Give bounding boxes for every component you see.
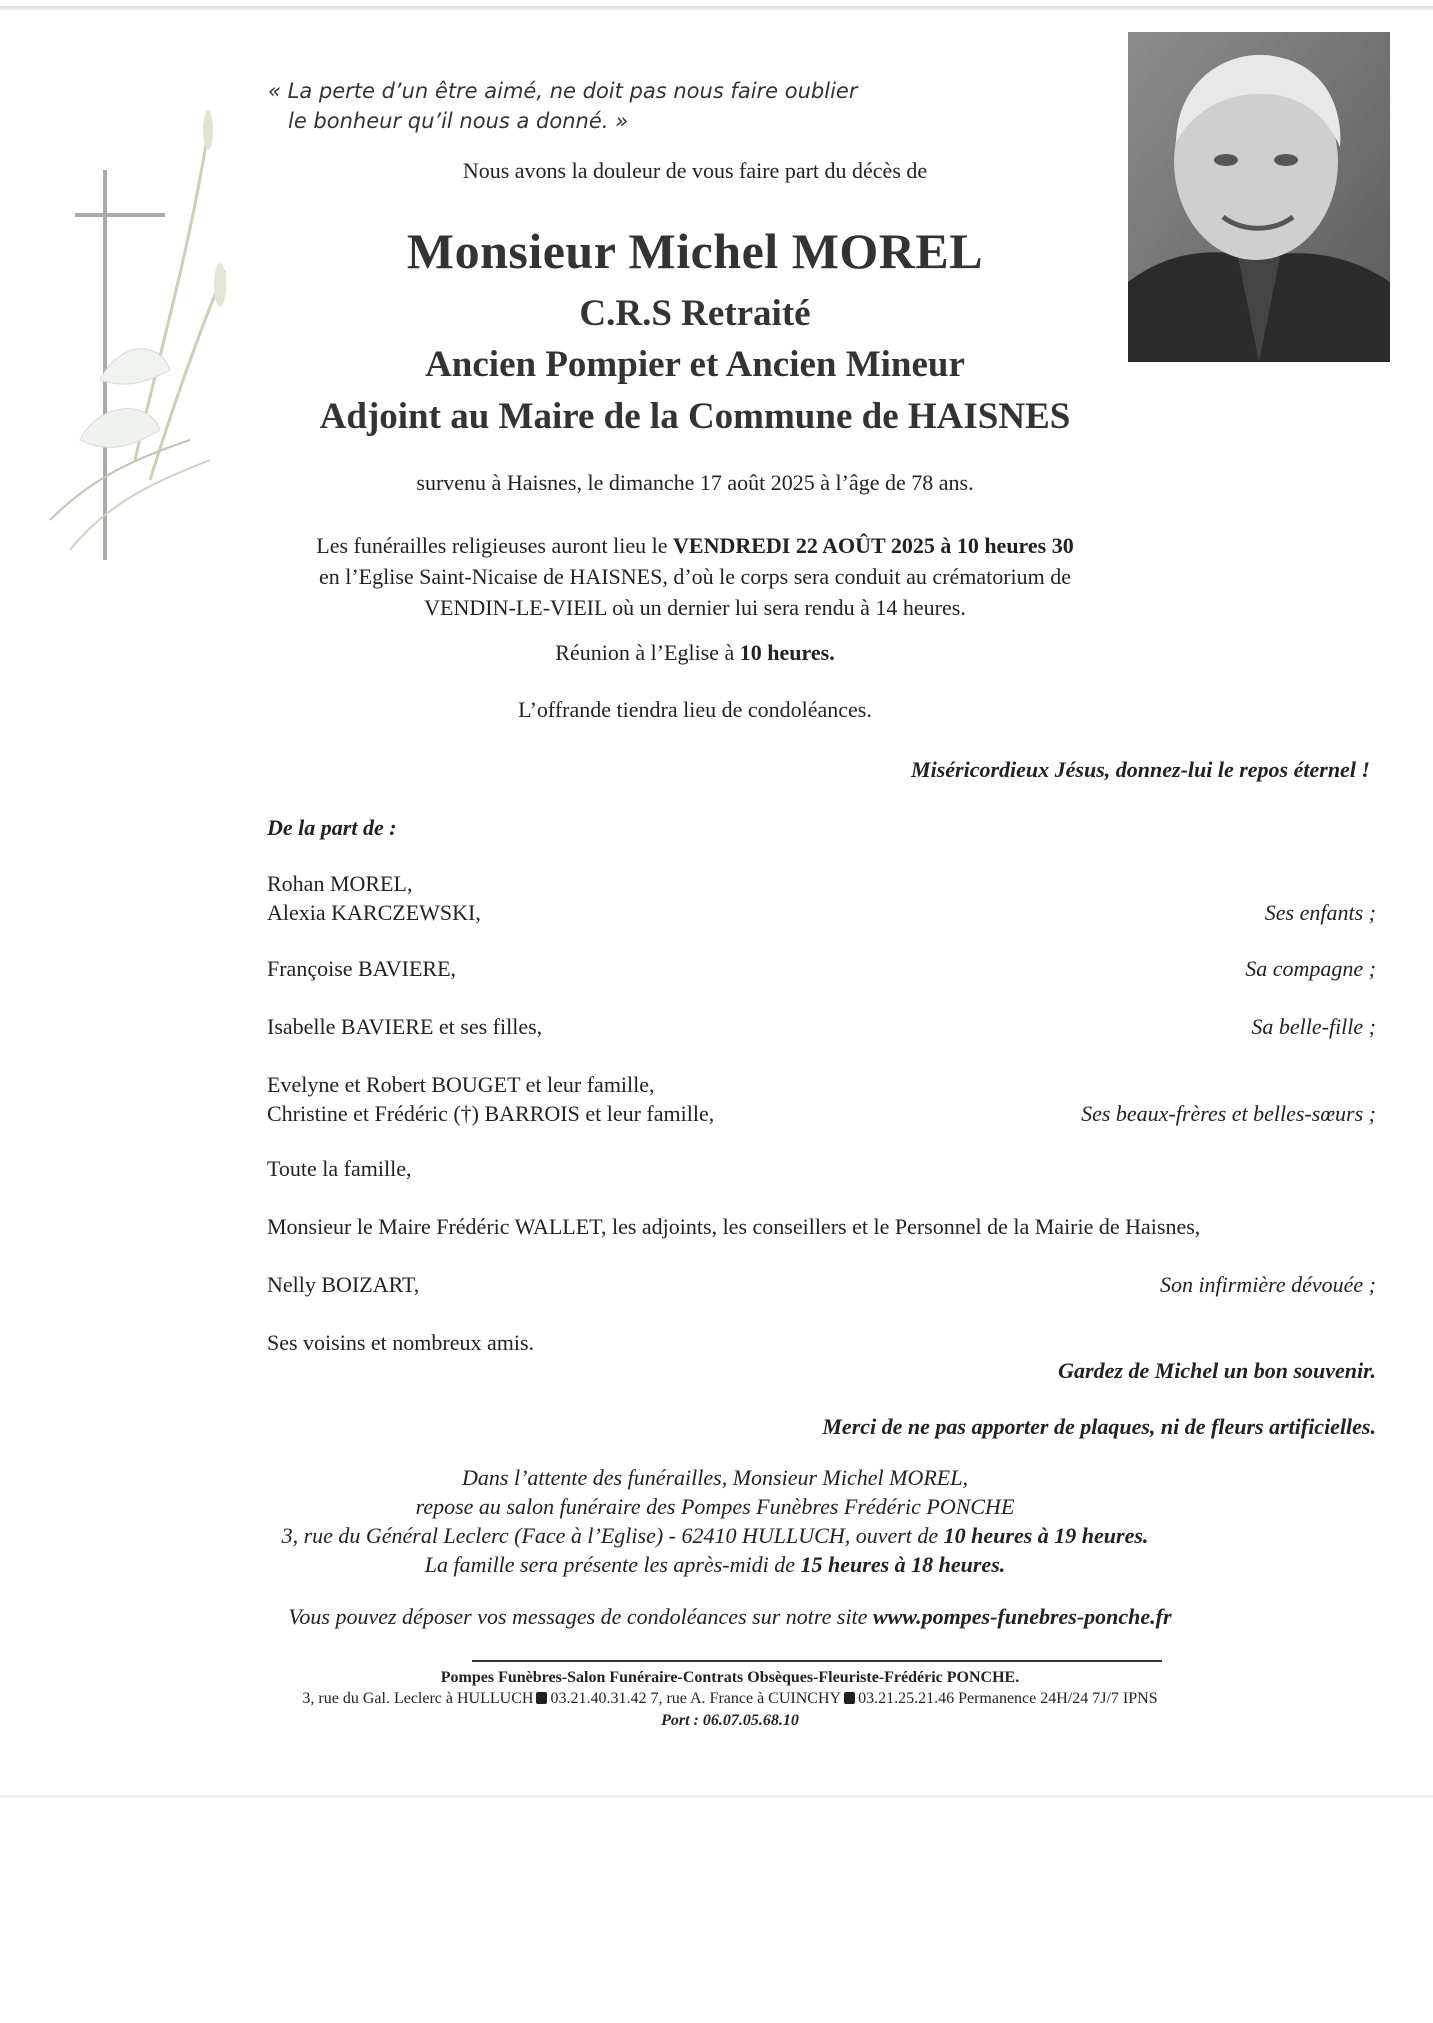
list-item: Toute la famille, [267,1156,412,1181]
salon-line-2: repose au salon funéraire des Pompes Funèbres Frédéric PONCHE [415,1494,1015,1519]
footer-permanence: 03.21.25.21.46 Permanence 24H/24 7J/7 IPNS [858,1690,1158,1707]
funeral-line-1-text: Les funérailles religieuses auront lieu le [316,533,674,558]
deceased-name: Monsieur Michel MOREL [406,223,984,279]
phone-icon [844,1692,855,1704]
death-details: survenu à Haisnes, le dimanche 17 août 2025 à l’âge de 78 ans. [416,470,974,495]
list-item: Françoise BAVIERE, [267,956,457,981]
family-group-1 [267,869,481,927]
family-group-2 [267,954,456,983]
list-item: Alexia KARCZEWSKI, [267,900,481,925]
salon-hours: 10 heures à 19 heures. [943,1523,1149,1548]
list-item: Isabelle BAVIERE et ses filles, [267,1014,543,1039]
epigraph-quote [268,76,868,136]
funeral-details [250,530,1140,623]
family-hours: 15 heures à 18 heures. [800,1552,1006,1577]
title-line-2: Ancien Pompier et Ancien Mineur [425,344,965,385]
funeral-date: VENDREDI 22 AOÛT 2025 à 10 heures 30 [673,533,1074,558]
relation-label: Ses beaux-frères et belles-sœurs ; [1081,1101,1376,1126]
salon-line-4 [250,1550,1180,1579]
family-group-8 [267,1328,534,1357]
site-pre: Vous pouvez déposer vos messages de condoléances sur notre site [288,1604,873,1629]
family-group-4 [267,1070,714,1128]
intro-text: Nous avons la douleur de vous faire part du décès de [462,158,928,183]
list-item: Ses voisins et nombreux amis. [267,1330,535,1355]
list-item: Christine et Frédéric (†) BARROIS et leur famille, [267,1101,715,1126]
footer-address-1: 3, rue du Gal. Leclerc à HULLUCH [302,1690,534,1707]
bottom-edge [0,1795,1433,1798]
phone-icon [536,1692,547,1704]
top-edge [0,6,1433,10]
salon-details [250,1463,1180,1579]
reunion-text [270,640,1120,666]
cross-lily-icon [40,100,230,570]
souvenir-text: Gardez de Michel un bon souvenir. [1058,1358,1376,1383]
quote-line-2: le bonheur qu’il nous a donné. » [288,109,629,133]
family-presence: La famille sera présente les après-midi de [424,1552,801,1577]
quote-line-1: « La perte d’un être aimé, ne doit pas nous faire oublier [268,79,858,103]
list-item: Monsieur le Maire Frédéric WALLET, les adjoints, les conseillers et le Personnel de la Mairie de Haisnes, [267,1214,1201,1239]
funeral-line-1 [250,530,1140,561]
salon-address: 3, rue du Général Leclerc (Face à l’Eglise) - 62410 HULLUCH, ouvert de [281,1523,944,1548]
family-group-3 [267,1012,542,1041]
relation-label: Sa belle-fille ; [1251,1014,1376,1039]
title-line-1: C.R.S Retraité [579,293,811,334]
funeral-line-2: en l’Eglise Saint-Nicaise de HAISNES, d’où le corps sera conduit au crématorium de [318,564,1072,589]
portrait-photo [1128,32,1390,362]
salon-line-3 [250,1521,1180,1550]
reunion-time: 10 heures. [739,640,835,665]
relation-label: Sa compagne ; [1245,956,1376,981]
title-line-3: Adjoint au Maire de la Commune de HAISNES [319,396,1071,437]
de-la-part-heading: De la part de : [267,815,397,840]
prayer-text: Miséricordieux Jésus, donnez-lui le repos éternel ! [911,757,1370,782]
offrande-text: L’offrande tiendra lieu de condoléances. [518,697,872,722]
no-flowers-text: Merci de ne pas apporter de plaques, ni de fleurs artificielles. [822,1414,1376,1439]
salon-line-1: Dans l’attente des funérailles, Monsieur Michel MOREL, [462,1465,968,1490]
list-item: Evelyne et Robert BOUGET et leur famille, [267,1072,655,1097]
family-group-6 [267,1212,1200,1241]
funeral-line-3: VENDIN-LE-VIEIL où un dernier lui sera rendu à 14 heures. [424,595,966,620]
footer-divider [472,1660,1162,1662]
list-item: Nelly BOIZART, [267,1272,420,1297]
footer-mobile: Port : 06.07.05.68.10 [661,1712,799,1729]
list-item: Rohan MOREL, [267,871,413,896]
footer-addresses [250,1688,1210,1709]
relation-label: Son infirmière dévouée ; [1159,1272,1376,1297]
family-group-7 [267,1270,419,1299]
footer-company: Pompes Funèbres-Salon Funéraire-Contrats Obsèques-Fleuriste-Frédéric PONCHE. [440,1669,1020,1686]
condolence-site [250,1604,1210,1630]
reunion-pre: Réunion à l’Eglise à [555,640,740,665]
family-group-5 [267,1154,411,1183]
relation-label: Ses enfants ; [1264,900,1376,925]
footer-address-2: 03.21.40.31.42 7, rue A. France à CUINCHY [550,1690,842,1707]
site-link[interactable]: www.pompes-funebres-ponche.fr [872,1604,1172,1629]
